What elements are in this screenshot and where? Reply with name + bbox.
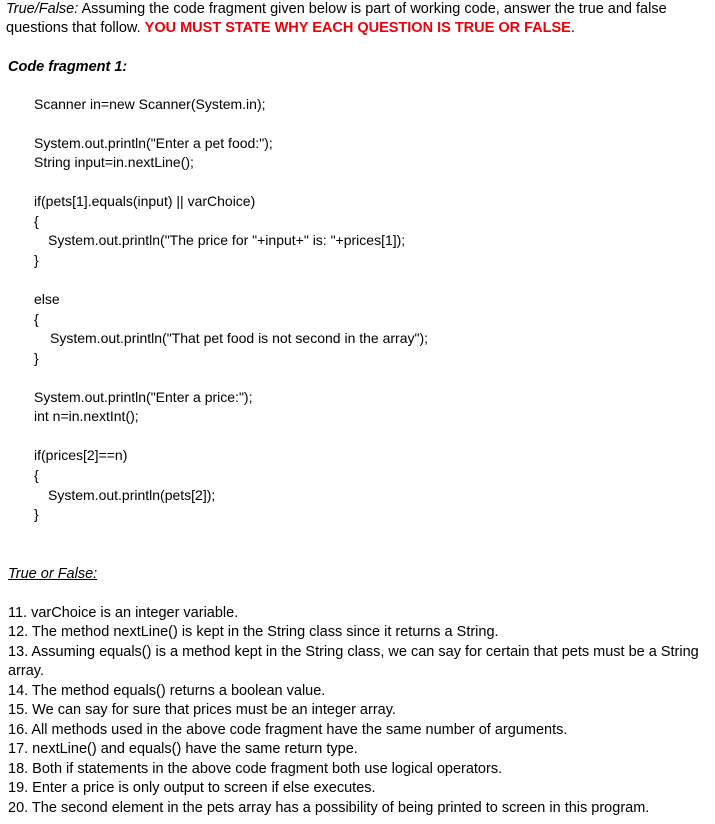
code-line: System.out.println("Enter a price:"); <box>34 389 253 405</box>
code-line: System.out.println("The price for "+input+" is: "+prices[1]); <box>48 232 406 248</box>
code-line: { <box>34 467 39 483</box>
question-item: 18. Both if statements in the above code fragment both use logical operators. <box>8 761 503 777</box>
question-item: 14. The method equals() returns a boolean value. <box>8 683 326 699</box>
code-line: else <box>34 291 60 307</box>
question-item: 15. We can say for sure that prices must be an integer array. <box>8 702 396 718</box>
question-item: 20. The second element in the pets array has a possibility of being printed to screen in this program. <box>8 800 650 816</box>
question-item: 11. varChoice is an integer variable. <box>8 605 239 621</box>
code-line: Scanner in=new Scanner(System.in); <box>34 96 266 112</box>
true-false-heading: True or False: <box>8 566 98 582</box>
code-line: if(pets[1].equals(input) || varChoice) <box>34 193 256 209</box>
question-item: 17. nextLine() and equals() have the same return type. <box>8 741 358 757</box>
code-line: } <box>34 506 39 522</box>
code-line: System.out.println("Enter a pet food:"); <box>34 135 273 151</box>
instructions <box>6 0 706 38</box>
instructions-end: . <box>570 20 575 36</box>
code-line: System.out.println(pets[2]); <box>48 487 216 503</box>
code-line: { <box>34 213 39 229</box>
instructions-label: True/False: <box>6 1 79 17</box>
code-line: String input=in.nextLine(); <box>34 154 194 170</box>
question-item: 12. The method nextLine() is kept in the String class since it returns a String. <box>8 624 499 640</box>
instructions-text: Assuming the code fragment given below is part of working code, answer the true and false questions that follow. <box>6 1 667 36</box>
question-item: 16. All methods used in the above code fragment have the same number of arguments. <box>8 722 568 738</box>
question-item: 19. Enter a price is only output to screen if else executes. <box>8 780 376 796</box>
fragment-title: Code fragment 1: <box>8 59 128 75</box>
code-line: System.out.println("That pet food is not second in the array"); <box>50 330 429 346</box>
question-item: 13. Assuming equals() is a method kept in the String class, we can say for certain that pets must be a String array. <box>8 644 699 680</box>
code-line: if(prices[2]==n) <box>34 447 128 463</box>
code-line: } <box>34 252 39 268</box>
instructions-warning: YOU MUST STATE WHY EACH QUESTION IS TRUE OR FALSE <box>144 20 571 36</box>
code-line: { <box>34 311 39 327</box>
code-line: int n=in.nextInt(); <box>34 408 139 424</box>
code-line: } <box>34 350 39 366</box>
